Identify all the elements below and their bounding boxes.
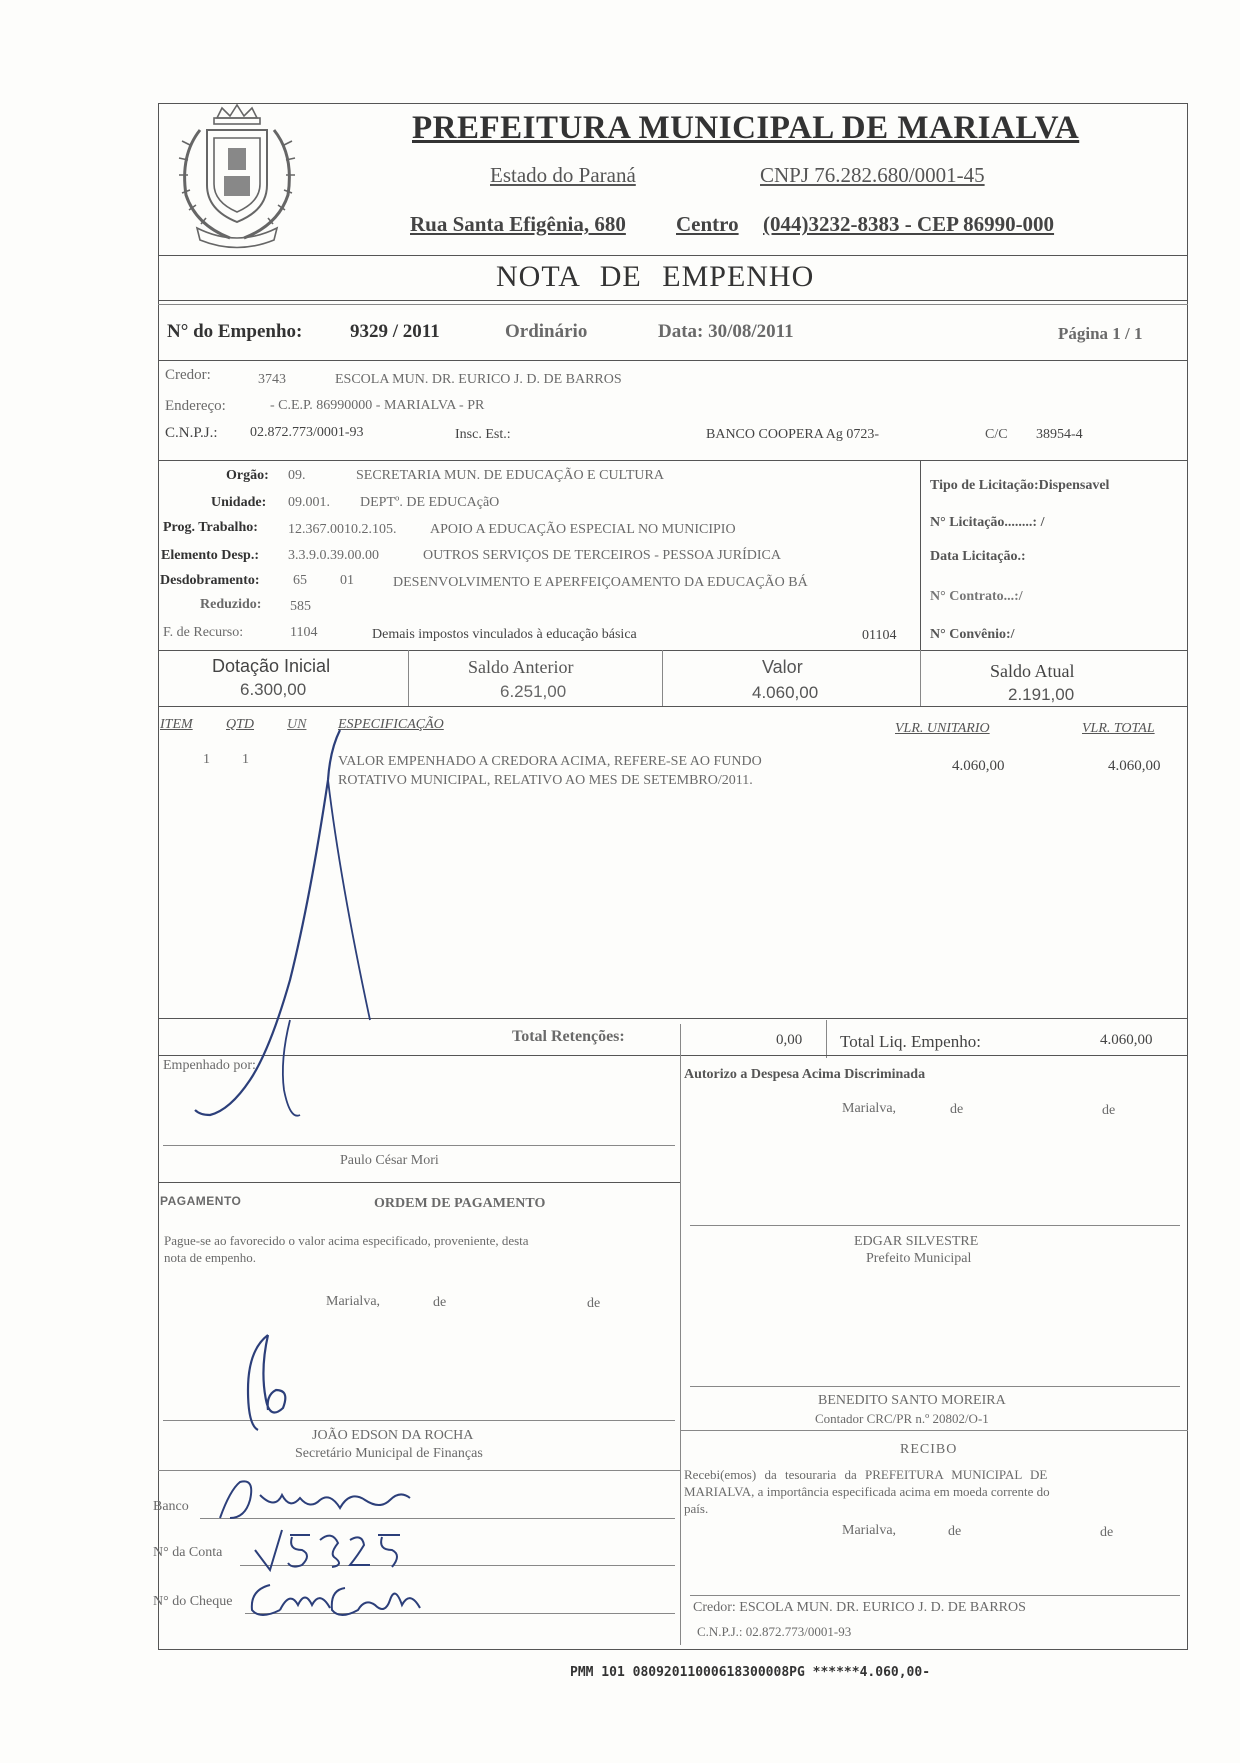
- prefeitura-title: PREFEITURA MUNICIPAL DE MARIALVA: [412, 110, 1080, 146]
- elemento-code: 3.3.9.0.39.00.00: [288, 548, 379, 563]
- desdobramento-label: Desdobramento:: [160, 573, 260, 588]
- desdobramento-name: DESENVOLVIMENTO E APERFEIÇOAMENTO DA EDUCAÇÃO BÁ: [393, 575, 808, 590]
- divider: [158, 255, 1188, 256]
- total-liquido-label: Total Liq. Empenho:: [840, 1032, 981, 1051]
- secretario-role: Secretário Municipal de Finanças: [295, 1446, 483, 1461]
- col-qtd: QTD: [226, 717, 255, 732]
- unidade-name: DEPTº. DE EDUCAçãO: [360, 495, 500, 510]
- divider: [158, 360, 1188, 361]
- insc-label: Insc. Est.:: [455, 427, 511, 442]
- header-phone-cep: (044)3232-8383 - CEP 86990-000: [763, 212, 1055, 236]
- autorizo-de2: de: [1102, 1103, 1116, 1118]
- pagamento-text-line1: Pague-se ao favorecido o valor acima especificado, proveniente, desta: [164, 1233, 529, 1248]
- prog-name: APOIO A EDUCAÇÃO ESPECIAL NO MUNICIPIO: [430, 522, 736, 537]
- pagamento-place: Marialva,: [326, 1294, 381, 1309]
- conta-label: N° da Conta: [153, 1545, 223, 1560]
- cc-label: C/C: [985, 427, 1008, 442]
- divider: [158, 1182, 680, 1183]
- header-cnpj: CNPJ 76.282.680/0001-45: [760, 163, 985, 187]
- credor-name: ESCOLA MUN. DR. EURICO J. D. DE BARROS: [335, 372, 622, 387]
- secretario-name: JOÃO EDSON DA ROCHA: [312, 1428, 474, 1443]
- row-qtd: 1: [242, 752, 249, 767]
- prefeito-name: EDGAR SILVESTRE: [854, 1234, 979, 1249]
- desdobramento-code1: 65: [293, 573, 307, 588]
- reduzido-value: 585: [290, 599, 311, 614]
- credor-label: Credor:: [165, 367, 211, 383]
- divider: [920, 650, 921, 706]
- reduzido-label: Reduzido:: [200, 597, 262, 612]
- row-spec-line2: ROTATIVO MUNICIPAL, RELATIVO AO MES DE SETEMBRO/2011.: [338, 773, 753, 788]
- recurso-code: 1104: [290, 625, 318, 640]
- cheque-label: N° do Cheque: [153, 1594, 233, 1609]
- empenho-number: 9329 / 2011: [350, 321, 440, 342]
- elemento-name: OUTROS SERVIÇOS DE TERCEIROS - PESSOA JURÍDICA: [423, 548, 782, 563]
- row-spec-line1: VALOR EMPENHADO A CREDORA ACIMA, REFERE-SE AO FUNDO: [338, 754, 762, 769]
- divider: [662, 650, 663, 706]
- col-un: UN: [287, 717, 307, 732]
- page-number: Página 1 / 1: [1058, 324, 1143, 343]
- total-retencoes-value: 0,00: [776, 1032, 803, 1048]
- saldo-atual-label: Saldo Atual: [990, 661, 1075, 681]
- cnpj-label: C.N.P.J.:: [165, 425, 218, 441]
- divider: [680, 1024, 681, 1058]
- pagamento-de2: de: [587, 1296, 601, 1311]
- divider: [920, 460, 921, 650]
- prog-code: 12.367.0010.2.105.: [288, 522, 397, 537]
- credor-code: 3743: [258, 372, 286, 387]
- row-vlr-total: 4.060,00: [1108, 758, 1161, 774]
- recibo-text-line1: Recebi(emos) da tesouraria da PREFEITURA MUNICIPAL DE: [684, 1467, 1048, 1482]
- orgao-code: 09.: [288, 468, 306, 483]
- total-retencoes-label: Total Retenções:: [512, 1028, 625, 1045]
- dotacao-inicial-value: 6.300,00: [240, 680, 307, 699]
- handwritten-conta: [250, 1525, 430, 1575]
- col-especificacao: ESPECIFICAÇÃO: [338, 717, 444, 732]
- empenho-number-label: N° do Empenho:: [167, 321, 303, 342]
- divider: [158, 304, 1188, 305]
- handwritten-banco: [200, 1470, 460, 1530]
- recibo-label: RECIBO: [900, 1442, 958, 1457]
- pagamento-de1: de: [433, 1295, 447, 1310]
- desdobramento-code2: 01: [340, 573, 354, 588]
- unidade-code: 09.001.: [288, 495, 330, 510]
- cc-value: 38954-4: [1036, 427, 1083, 442]
- saldo-anterior-label: Saldo Anterior: [468, 657, 574, 677]
- recibo-de2: de: [1100, 1525, 1114, 1540]
- ordem-pagamento-label: ORDEM DE PAGAMENTO: [374, 1196, 546, 1211]
- divider: [680, 1430, 1188, 1431]
- recibo-cnpj: C.N.P.J.: 02.872.773/0001-93: [697, 1624, 852, 1639]
- dotacao-inicial-label: Dotação Inicial: [212, 656, 331, 676]
- contador-role: Contador CRC/PR n.º 20802/O-1: [815, 1411, 989, 1426]
- coat-of-arms-icon: [162, 100, 312, 250]
- valor-value: 4.060,00: [752, 683, 819, 702]
- col-vlr-total: VLR. TOTAL: [1082, 721, 1155, 736]
- banco-label: Banco: [153, 1499, 189, 1514]
- col-vlr-unitario: VLR. UNITARIO: [895, 721, 990, 736]
- signature-line: [690, 1386, 1180, 1387]
- elemento-label: Elemento Desp.:: [161, 548, 259, 563]
- handwritten-cheque: [240, 1570, 470, 1625]
- pagamento-label: PAGAMENTO: [160, 1194, 242, 1208]
- prefeito-role: Prefeito Municipal: [866, 1251, 972, 1266]
- endereco-label: Endereço:: [165, 398, 226, 414]
- saldo-anterior-value: 6.251,00: [500, 682, 567, 701]
- empenho-type: Ordinário: [505, 321, 588, 342]
- pagamento-text-line2: nota de empenho.: [164, 1250, 257, 1265]
- recibo-credor: Credor: ESCOLA MUN. DR. EURICO J. D. DE BARROS: [693, 1600, 1026, 1615]
- header-address: Rua Santa Efigênia, 680: [410, 212, 626, 236]
- state-name: Estado do Paraná: [490, 163, 636, 187]
- divider: [826, 1020, 827, 1058]
- pen-stroke-signature: [190, 720, 410, 1180]
- divider: [158, 706, 1188, 707]
- recurso-name: Demais impostos vinculados à educação básica: [372, 627, 637, 642]
- recurso-code2: 01104: [862, 628, 897, 643]
- autorizo-de1: de: [950, 1102, 964, 1117]
- total-liquido-value: 4.060,00: [1100, 1032, 1153, 1048]
- orgao-name: SECRETARIA MUN. DE EDUCAÇÃO E CULTURA: [356, 468, 664, 483]
- col-item: ITEM: [160, 717, 193, 732]
- valor-label: Valor: [762, 657, 803, 677]
- recibo-de1: de: [948, 1524, 962, 1539]
- autorizo-label: Autorizo a Despesa Acima Discriminada: [684, 1067, 926, 1082]
- bank-info: BANCO COOPERA Ag 0723-: [706, 427, 880, 442]
- autorizo-place: Marialva,: [842, 1101, 897, 1116]
- tipo-licitacao: Tipo de Licitação:Dispensavel: [930, 478, 1110, 493]
- endereco-value: - C.E.P. 86990000 - MARIALVA - PR: [270, 398, 485, 413]
- footer-code: PMM 101 08092011000618300008PG ******4.060,00-: [570, 1665, 931, 1680]
- recibo-text-line3: país.: [684, 1501, 709, 1516]
- divider: [158, 650, 1188, 651]
- saldo-atual-value: 2.191,00: [1008, 685, 1075, 704]
- header-district: Centro: [676, 212, 739, 236]
- divider: [158, 460, 1188, 461]
- row-item: 1: [203, 752, 210, 767]
- recibo-text-line2: MARIALVA, a importância especificada acima em moeda corrente do: [684, 1484, 1050, 1499]
- cnpj-value: 02.872.773/0001-93: [250, 425, 364, 440]
- empenhado-por-signer: Paulo César Mori: [340, 1153, 439, 1168]
- numero-convenio: N° Convênio:/: [930, 627, 1015, 642]
- divider: [158, 300, 1188, 301]
- numero-contrato: N° Contrato...:/: [930, 589, 1023, 604]
- unidade-label: Unidade:: [211, 495, 267, 510]
- signature-line: [690, 1225, 1180, 1226]
- empenho-date: Data: 30/08/2011: [658, 321, 794, 342]
- orgao-label: Orgão:: [226, 468, 269, 483]
- row-vlr-unitario: 4.060,00: [952, 758, 1005, 774]
- signature-line: [690, 1595, 1180, 1596]
- secretario-signature: [228, 1330, 308, 1440]
- data-licitacao: Data Licitação.:: [930, 549, 1026, 564]
- divider: [680, 1055, 681, 1645]
- recibo-place: Marialva,: [842, 1523, 897, 1538]
- recurso-label: F. de Recurso:: [163, 625, 244, 640]
- contador-name: BENEDITO SANTO MOREIRA: [818, 1393, 1006, 1408]
- numero-licitacao: N° Licitação........: /: [930, 515, 1045, 530]
- prog-label: Prog. Trabalho:: [163, 520, 258, 535]
- empenhado-por-label: Empenhado por:: [163, 1058, 256, 1073]
- divider: [408, 650, 409, 706]
- document-title: NOTA DE EMPENHO: [496, 260, 815, 293]
